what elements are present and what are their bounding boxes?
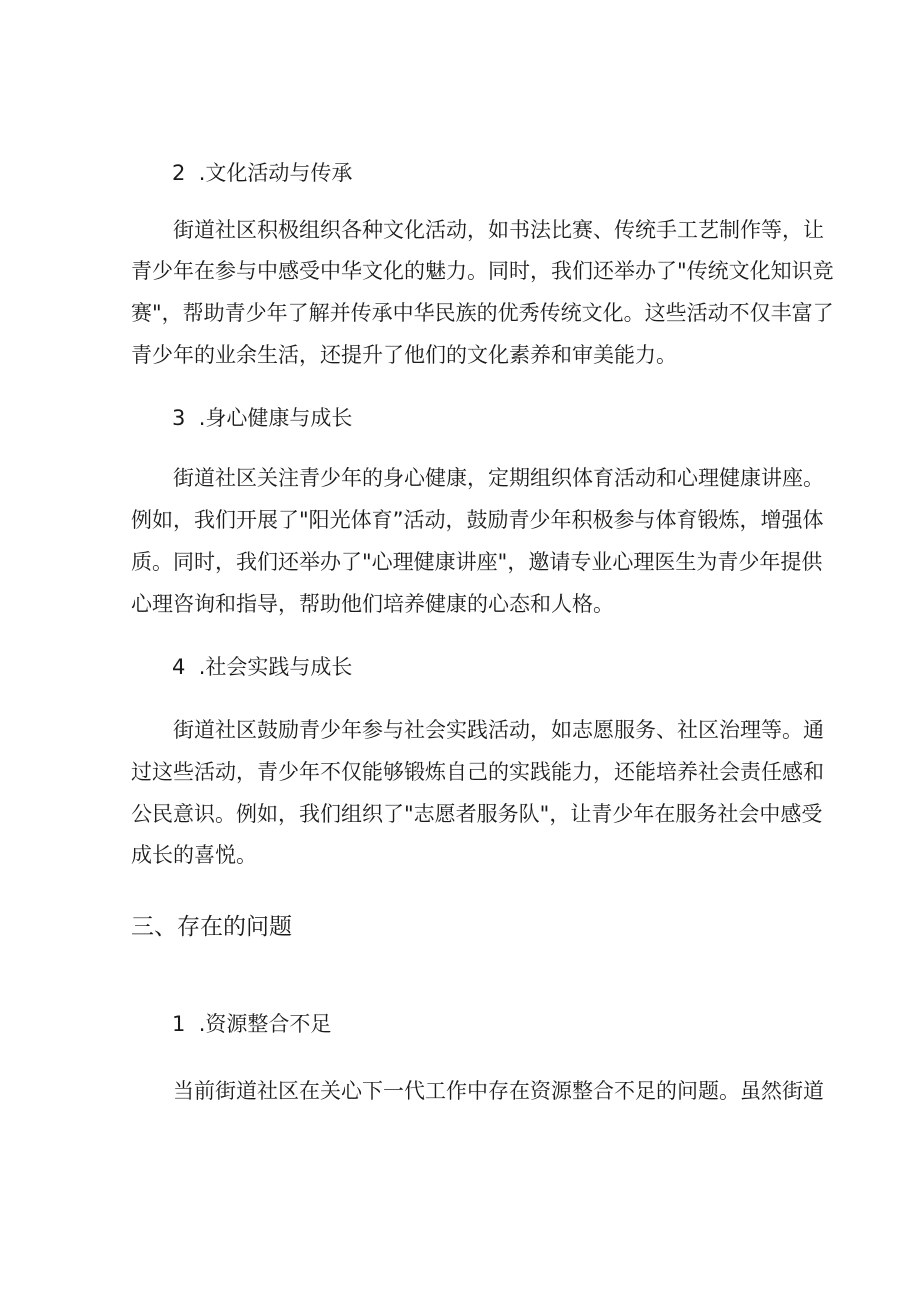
section-heading-culture: 2 .文化活动与传承 — [172, 161, 353, 185]
section-heading-practice: 4 .社会实践与成长 — [172, 655, 353, 679]
paragraph-line: 街道社区关注青少年的身心健康，定期组织体育活动和心理健康讲座。 — [173, 466, 824, 490]
paragraph-line: 成长的喜悦。 — [131, 843, 257, 867]
section-heading-health: 3 .身心健康与成长 — [172, 406, 353, 430]
paragraph-line: 心理咨询和指导，帮助他们培养健康的心态和人格。 — [131, 592, 614, 616]
paragraph-line: 街道社区积极组织各种文化活动，如书法比赛、传统手工艺制作等，让 — [173, 218, 824, 242]
chapter-heading: 三、存在的问题 — [131, 914, 292, 940]
paragraph-line: 过这些活动，青少年不仅能够锻炼自己的实践能力，还能培养社会责任感和 — [131, 760, 824, 784]
paragraph-line: 例如，我们开展了"阳光体育”活动，鼓励青少年积极参与体育锻炼，增强体 — [131, 508, 824, 532]
paragraph-line: 赛"，帮助青少年了解并传承中华民族的优秀传统文化。这些活动不仅丰富了 — [131, 301, 834, 325]
paragraph-line: 青少年在参与中感受中华文化的魅力。同时，我们还举办了"传统文化知识竞 — [131, 259, 834, 283]
paragraph-line: 街道社区鼓励青少年参与社会实践活动，如志愿服务、社区治理等。通 — [173, 718, 824, 742]
paragraph-line: 公民意识。例如，我们组织了"志愿者服务队"，让青少年在服务社会中感受 — [131, 802, 823, 826]
paragraph-line: 当前街道社区在关心下一代工作中存在资源整合不足的问题。虽然街道 — [173, 1079, 824, 1103]
sub-heading-resources: 1 .资源整合不足 — [172, 1012, 332, 1036]
paragraph-line: 青少年的业余生活，还提升了他们的文化素养和审美能力。 — [131, 343, 677, 367]
paragraph-line: 质。同时，我们还举办了"心理健康讲座"，邀请专业心理医生为青少年提供 — [131, 550, 823, 574]
